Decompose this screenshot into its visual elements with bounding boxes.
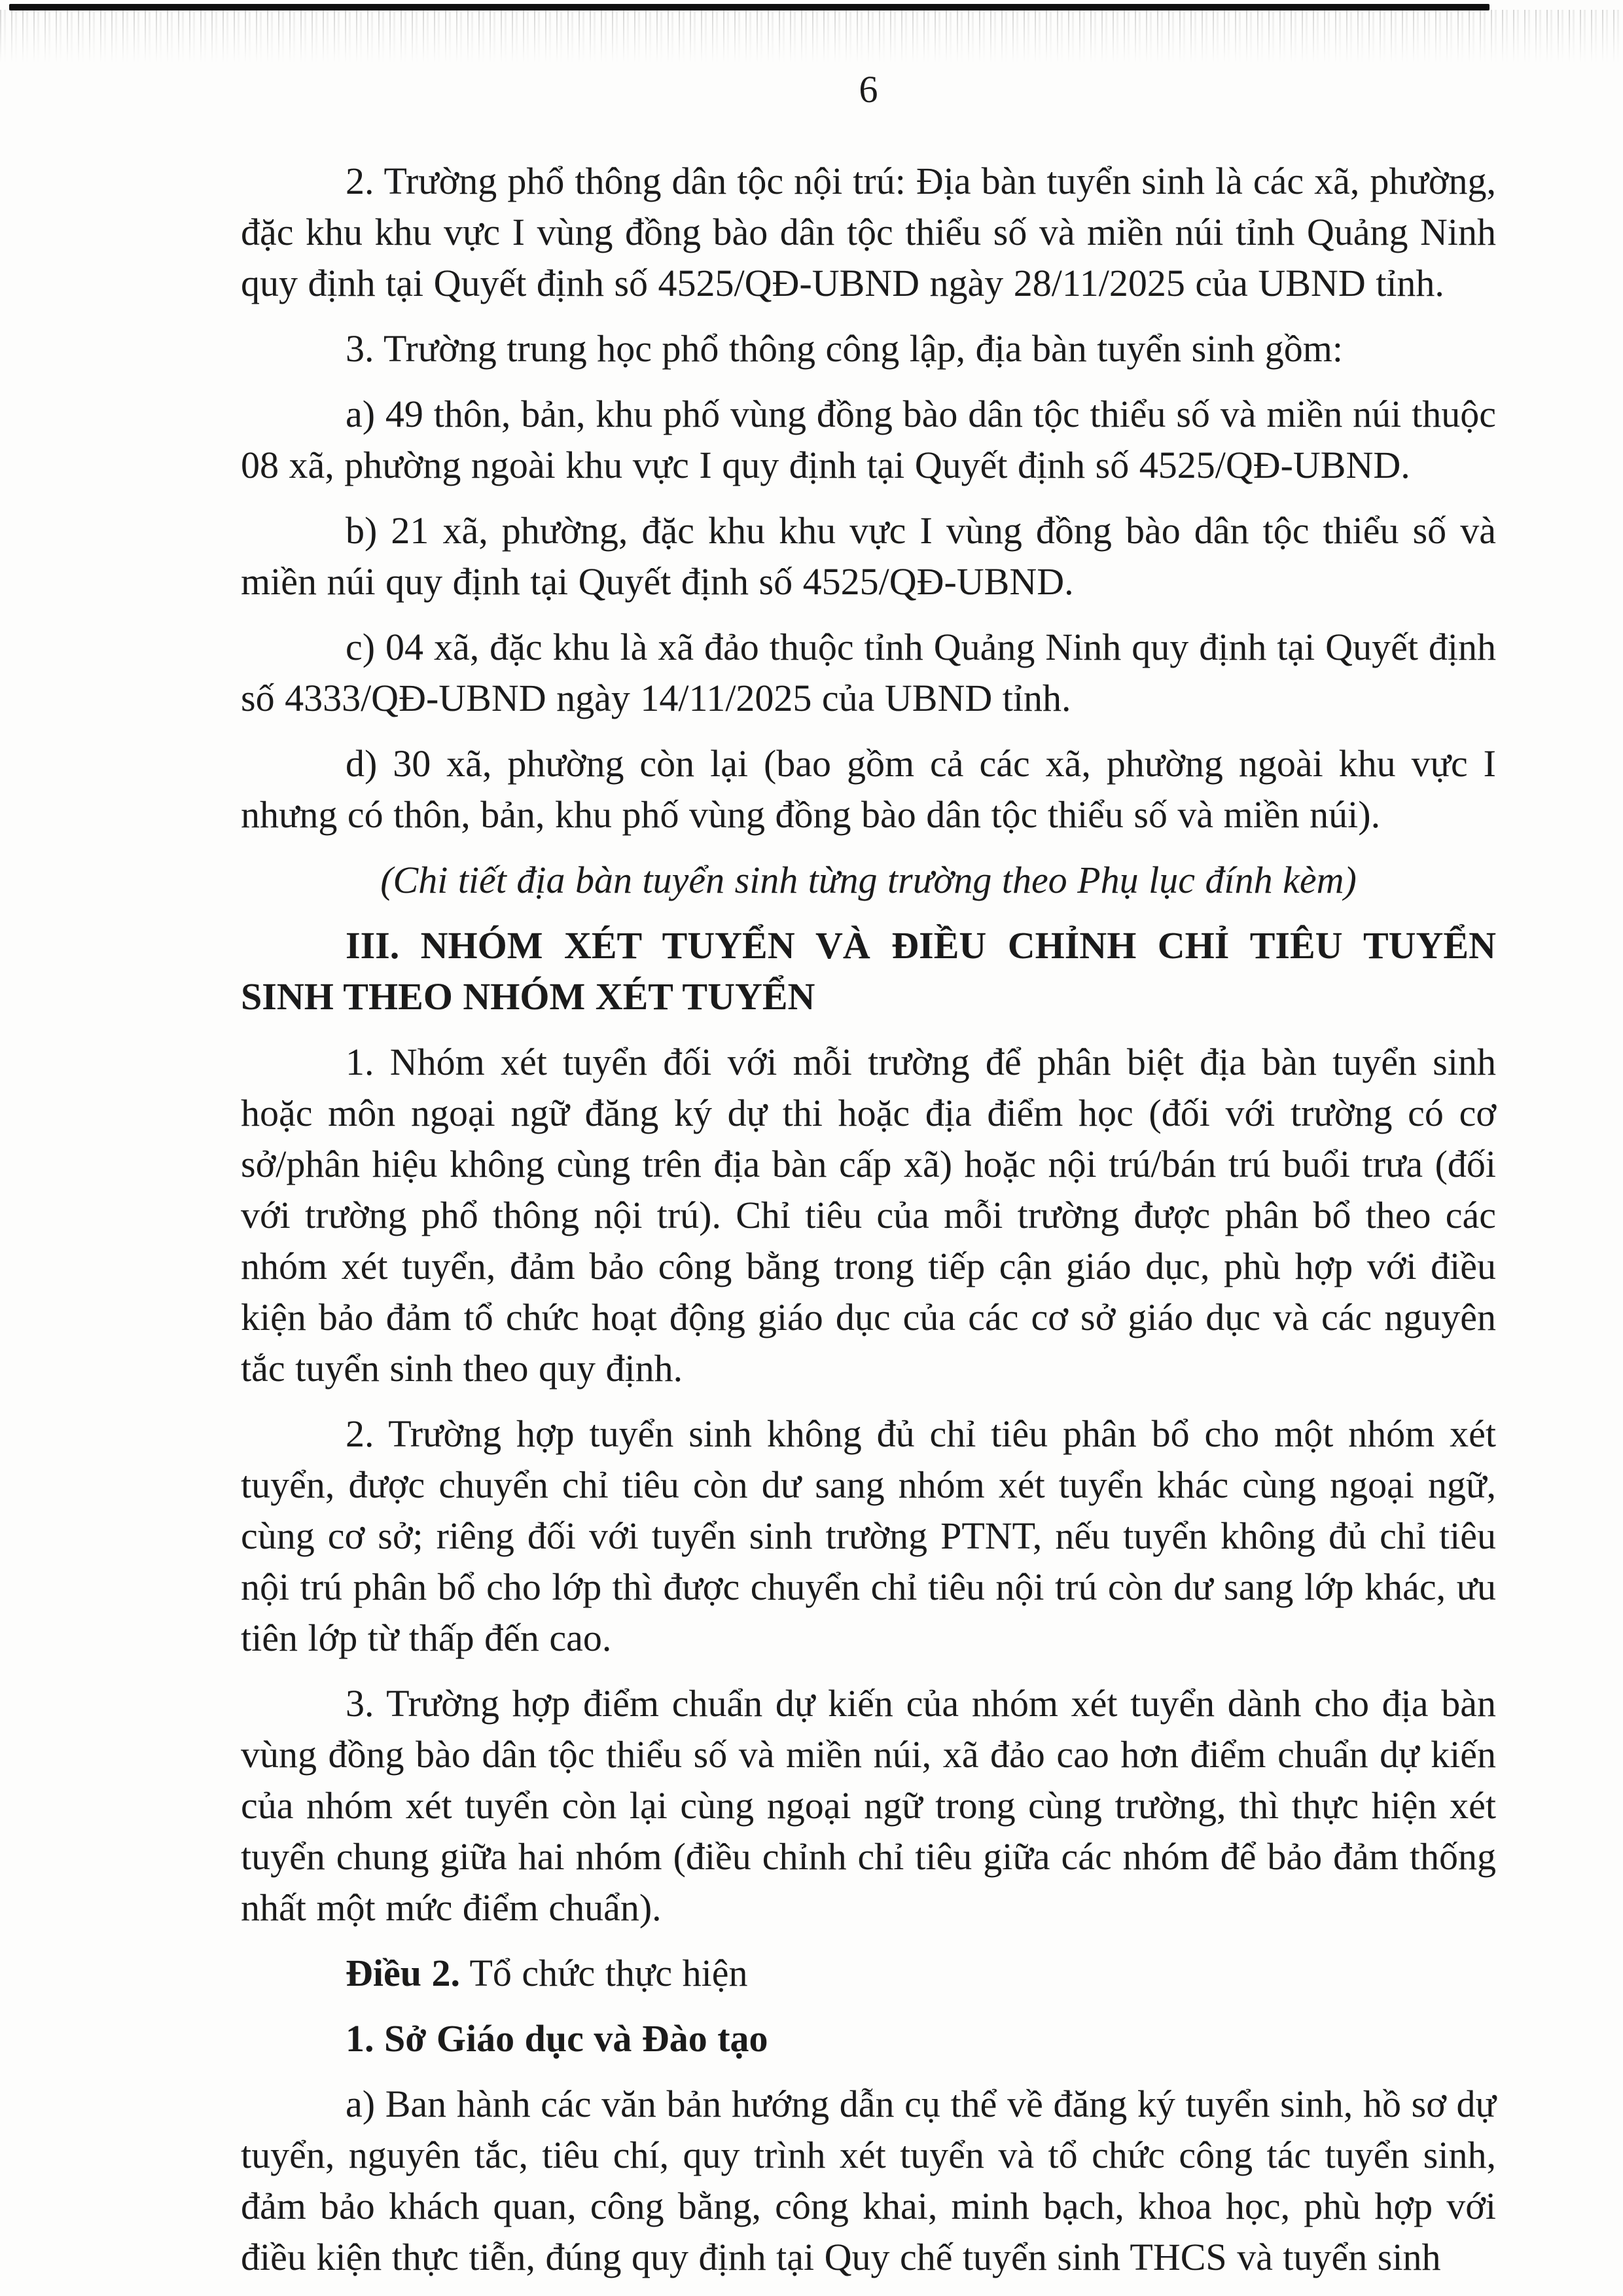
section-heading-iii: III. NHÓM XÉT TUYỂN VÀ ĐIỀU CHỈNH CHỈ TIÊU TUYỂN SINH THEO NHÓM XÉT TUYỂN: [241, 924, 1496, 1018]
scan-noise-artifact: [0, 10, 1623, 67]
body-text: [241, 156, 1496, 2283]
paragraph-item-c: c) 04 xã, đặc khu là xã đảo thuộc tỉnh Quảng Ninh quy định tại Quyết định số 4333/QĐ-UBND ngày 14/11/2025 của UBND tỉnh.: [241, 626, 1496, 719]
paragraph-2-pt-dan-toc-noi-tru: 2. Trường phổ thông dân tộc nội trú: Địa bàn tuyển sinh là các xã, phường, đặc khu khu vực I vùng đồng bào dân tộc thiểu số và miền núi tỉnh Quảng Ninh quy định tại Quyết định số 4525/QĐ-UBND ngày 28/11/2025 của UBND tỉnh.: [241, 160, 1496, 304]
article-2-heading: [241, 1948, 1496, 1999]
paragraph-iii-2: 2. Trường hợp tuyển sinh không đủ chỉ tiêu phân bổ cho một nhóm xét tuyển, được chuyển chỉ tiêu còn dư sang nhóm xét tuyển khác cùng ngoại ngữ, cùng cơ sở; riêng đối với tuyển sinh trường PTNT, nếu tuyển không đủ chỉ tiêu nội trú phân bổ cho lớp thì được chuyển chỉ tiêu nội trú còn dư sang lớp khác, ưu tiên lớp từ thấp đến cao.: [241, 1412, 1496, 1659]
appendix-note: (Chi tiết địa bàn tuyển sinh từng trường theo Phụ lục đính kèm): [380, 859, 1357, 901]
paragraph-iii-1: 1. Nhóm xét tuyển đối với mỗi trường để phân biệt địa bàn tuyển sinh hoặc môn ngoại ngữ đăng ký dự thi hoặc địa điểm học (đối với trường có cơ sở/phân hiệu không cùng trên địa bàn cấp xã) hoặc nội trú/bán trú buổi trưa (đối với trường phổ thông nội trú). Chỉ tiêu của mỗi trường được phân bổ theo các nhóm xét tuyển, đảm bảo công bằng trong tiếp cận giáo dục, phù hợp với điều kiện bảo đảm tổ chức hoạt động giáo dục của các cơ sở giáo dục và các nguyên tắc tuyển sinh theo quy định.: [241, 1041, 1496, 1390]
page-number: 6: [859, 68, 878, 111]
so-gddt-heading: 1. Sở Giáo dục và Đào tạo: [346, 2017, 768, 2060]
article-2-label: Điều 2.: [346, 1952, 460, 1994]
paragraph-item-a: a) 49 thôn, bản, khu phố vùng đồng bào dân tộc thiểu số và miền núi thuộc 08 xã, phường ngoài khu vực I quy định tại Quyết định số 4525/QĐ-UBND.: [241, 393, 1496, 486]
paragraph-item-d: d) 30 xã, phường còn lại (bao gồm cả các xã, phường ngoài khu vực I nhưng có thôn, bản, khu phố vùng đồng bào dân tộc thiểu số và miền núi).: [241, 742, 1496, 836]
article-2-title: Tổ chức thực hiện: [460, 1952, 748, 1994]
paragraph-item-a-dieu2: a) Ban hành các văn bản hướng dẫn cụ thể về đăng ký tuyển sinh, hồ sơ dự tuyển, nguyên tắc, tiêu chí, quy trình xét tuyển và tổ chức công tác tuyển sinh, đảm bảo khách quan, công bằng, công khai, minh bạch, khoa học, phù hợp với điều kiện thực tiễn, đúng quy định tại Quy chế tuyển sinh THCS và tuyển sinh: [241, 2083, 1496, 2278]
paragraph-item-b: b) 21 xã, phường, đặc khu khu vực I vùng đồng bào dân tộc thiểu số và miền núi quy định tại Quyết định số 4525/QĐ-UBND.: [241, 509, 1496, 603]
paragraph-3-thpt-cong-lap: 3. Trường trung học phổ thông công lập, địa bàn tuyển sinh gồm:: [346, 327, 1344, 370]
paragraph-iii-3: 3. Trường hợp điểm chuẩn dự kiến của nhóm xét tuyển dành cho địa bàn vùng đồng bào dân tộc thiểu số và miền núi, xã đảo cao hơn điểm chuẩn dự kiến của nhóm xét tuyển còn lại cùng ngoại ngữ trong cùng trường, thì thực hiện xét tuyển chung giữa hai nhóm (điều chỉnh chỉ tiêu giữa các nhóm để bảo đảm thống nhất một mức điểm chuẩn).: [241, 1682, 1496, 1929]
